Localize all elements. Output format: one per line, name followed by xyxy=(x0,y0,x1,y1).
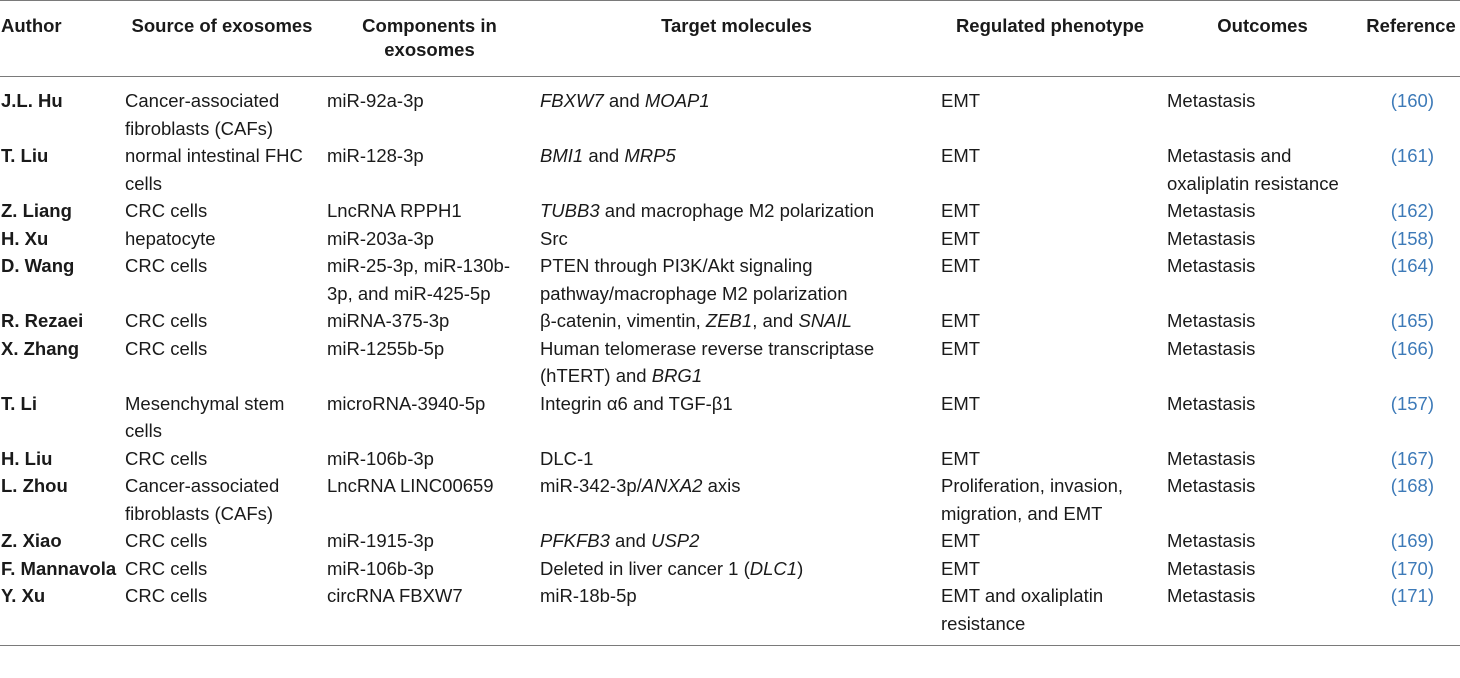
cell-phenotype: Proliferation, invasion, migration, and EMT xyxy=(941,475,1124,524)
cell-reference[interactable]: (167) xyxy=(1390,447,1434,469)
cell-phenotype: EMT xyxy=(941,447,981,469)
cell-target xyxy=(536,252,937,307)
table-row xyxy=(0,252,1460,307)
cell-components: miR-106b-3p xyxy=(327,557,434,579)
table-row xyxy=(0,582,1460,646)
target-segment: Human telomerase reverse transcriptase (hTERT) and xyxy=(540,337,875,386)
cell-outcomes: Metastasis xyxy=(1167,557,1256,579)
cell-target xyxy=(536,307,937,335)
target-segment: ) xyxy=(797,557,804,579)
cell-components: miR-92a-3p xyxy=(327,90,424,111)
table-row xyxy=(0,77,1460,143)
cell-source: CRC cells xyxy=(125,337,208,359)
cell-source: CRC cells xyxy=(125,310,208,331)
target-segment: TUBB3 xyxy=(540,200,600,221)
cell-author: T. Li xyxy=(1,392,37,414)
header-target: Target molecules xyxy=(661,15,812,36)
target-segment: and xyxy=(583,145,625,166)
header-row xyxy=(0,1,1460,77)
table-row xyxy=(0,225,1460,253)
cell-reference[interactable]: (166) xyxy=(1390,337,1434,359)
cell-source: CRC cells xyxy=(125,200,208,221)
cell-phenotype: EMT xyxy=(941,200,981,221)
target-segment: Integrin α6 and TGF-β1 xyxy=(540,392,733,414)
cell-outcomes: Metastasis xyxy=(1167,255,1256,276)
cell-outcomes: Metastasis xyxy=(1167,90,1256,111)
cell-author: X. Zhang xyxy=(1,337,80,359)
cell-source: Cancer-associated fibroblasts (CAFs) xyxy=(125,475,280,524)
cell-target xyxy=(536,225,937,253)
target-segment: axis xyxy=(702,475,741,496)
cell-source: CRC cells xyxy=(125,585,208,606)
header-phenotype: Regulated phenotype xyxy=(955,15,1145,36)
target-segment: and xyxy=(603,90,645,111)
cell-target xyxy=(536,77,937,143)
cell-components: circRNA FBXW7 xyxy=(327,585,463,606)
cell-target xyxy=(536,582,937,646)
target-segment: miR-18b-5p xyxy=(540,585,637,606)
cell-components: miR-106b-3p xyxy=(327,447,434,469)
target-segment: ZEB1 xyxy=(705,310,753,331)
target-segment: and macrophage M2 polarization xyxy=(599,200,875,221)
target-segment: MOAP1 xyxy=(644,90,710,111)
cell-reference[interactable]: (158) xyxy=(1390,227,1434,249)
table-row xyxy=(0,335,1460,390)
cell-components: miRNA-375-3p xyxy=(327,310,450,331)
cell-target xyxy=(536,390,937,445)
cell-components: miR-128-3p xyxy=(327,145,424,166)
cell-phenotype: EMT xyxy=(941,392,981,414)
target-segment: SNAIL xyxy=(798,310,852,331)
target-segment: BRG1 xyxy=(651,365,703,386)
cell-outcomes: Metastasis xyxy=(1167,310,1256,331)
table-header xyxy=(0,1,1460,77)
target-segment: PTEN through PI3K/Akt signaling pathway/macrophage M2 polarization xyxy=(540,255,848,304)
target-segment: Src xyxy=(540,227,568,249)
table-row xyxy=(0,472,1460,527)
cell-target xyxy=(536,555,937,583)
header-outcomes: Outcomes xyxy=(1217,15,1308,36)
cell-source: Cancer-associated fibroblasts (CAFs) xyxy=(125,90,280,139)
cell-phenotype: EMT xyxy=(941,145,981,166)
cell-author: L. Zhou xyxy=(1,475,68,496)
header-components: Components in exosomes xyxy=(362,15,497,60)
cell-components: miR-25-3p, miR-130b-3p, and miR-425-5p xyxy=(327,255,510,304)
cell-target xyxy=(536,197,937,225)
cell-reference[interactable]: (164) xyxy=(1390,255,1434,276)
cell-reference[interactable]: (171) xyxy=(1390,585,1434,606)
cell-reference[interactable]: (165) xyxy=(1390,310,1434,331)
target-segment: miR-342-3p/ xyxy=(540,475,642,496)
header-source: Source of exosomes xyxy=(131,15,313,36)
table-row xyxy=(0,390,1460,445)
table-row xyxy=(0,142,1460,197)
cell-author: J.L. Hu xyxy=(1,90,63,111)
target-segment: FBXW7 xyxy=(540,90,604,111)
cell-phenotype: EMT xyxy=(941,557,981,579)
table-row xyxy=(0,527,1460,555)
cell-author: T. Liu xyxy=(1,145,49,166)
cell-source: CRC cells xyxy=(125,530,208,551)
cell-target xyxy=(536,445,937,473)
cell-components: miR-203a-3p xyxy=(327,227,434,249)
cell-author: Y. Xu xyxy=(1,585,46,606)
cell-outcomes: Metastasis xyxy=(1167,585,1256,606)
target-segment: , and xyxy=(752,310,799,331)
cell-components: miR-1915-3p xyxy=(327,530,434,551)
cell-source: normal intestinal FHC cells xyxy=(125,145,303,194)
cell-author: R. Rezaei xyxy=(1,310,84,331)
cell-reference[interactable]: (168) xyxy=(1390,475,1434,496)
target-segment: ANXA2 xyxy=(641,475,703,496)
cell-phenotype: EMT xyxy=(941,227,981,249)
target-segment: MRP5 xyxy=(624,145,676,166)
cell-phenotype: EMT and oxaliplatin resistance xyxy=(941,585,1104,634)
table-row xyxy=(0,445,1460,473)
cell-reference[interactable]: (157) xyxy=(1390,392,1434,414)
cell-source: CRC cells xyxy=(125,255,208,276)
table-body xyxy=(0,77,1460,646)
cell-author: H. Xu xyxy=(1,227,49,249)
cell-components: LncRNA RPPH1 xyxy=(327,200,462,221)
cell-target xyxy=(536,335,937,390)
cell-components: miR-1255b-5p xyxy=(327,337,445,359)
cell-source: CRC cells xyxy=(125,447,208,469)
cell-source: Mesenchymal stem cells xyxy=(125,392,285,441)
cell-phenotype: EMT xyxy=(941,337,981,359)
target-segment: β-catenin, vimentin, xyxy=(540,310,706,331)
target-segment: DLC-1 xyxy=(540,447,594,469)
cell-outcomes: Metastasis xyxy=(1167,475,1256,496)
cell-target xyxy=(536,527,937,555)
target-segment: BMI1 xyxy=(540,145,584,166)
cell-author: Z. Xiao xyxy=(1,530,62,551)
target-segment: Deleted in liver cancer 1 ( xyxy=(540,557,750,579)
cell-author: F. Mannavola xyxy=(1,557,117,579)
table-row xyxy=(0,555,1460,583)
table-row xyxy=(0,307,1460,335)
cell-outcomes: Metastasis xyxy=(1167,200,1256,221)
header-reference: Reference xyxy=(1366,15,1456,36)
cell-outcomes: Metastasis xyxy=(1167,530,1256,551)
cell-source: hepatocyte xyxy=(125,227,216,249)
cell-outcomes: Metastasis and oxaliplatin resistance xyxy=(1167,145,1339,194)
cell-phenotype: EMT xyxy=(941,310,981,331)
cell-phenotype: EMT xyxy=(941,90,981,111)
cell-author: Z. Liang xyxy=(1,200,72,221)
cell-outcomes: Metastasis xyxy=(1167,227,1256,249)
cell-components: LncRNA LINC00659 xyxy=(327,475,494,496)
cell-source: CRC cells xyxy=(125,557,208,579)
target-segment: USP2 xyxy=(651,530,700,551)
target-segment: PFKFB3 xyxy=(540,530,610,551)
cell-target xyxy=(536,142,937,197)
cell-reference[interactable]: (170) xyxy=(1390,557,1434,579)
cell-phenotype: EMT xyxy=(941,530,981,551)
cell-reference[interactable]: (161) xyxy=(1390,145,1434,166)
cell-author: D. Wang xyxy=(1,255,75,276)
cell-outcomes: Metastasis xyxy=(1167,392,1256,414)
cell-reference[interactable]: (162) xyxy=(1390,200,1434,221)
target-segment: DLC1 xyxy=(749,557,798,579)
table-row xyxy=(0,197,1460,225)
cell-author: H. Liu xyxy=(1,447,53,469)
cell-outcomes: Metastasis xyxy=(1167,447,1256,469)
cell-phenotype: EMT xyxy=(941,255,981,276)
cell-outcomes: Metastasis xyxy=(1167,337,1256,359)
target-segment: and xyxy=(609,530,652,551)
cell-components: microRNA-3940-5p xyxy=(327,392,486,414)
header-author: Author xyxy=(1,15,62,36)
cell-target xyxy=(536,472,937,527)
cell-reference[interactable]: (160) xyxy=(1390,90,1434,111)
cell-reference[interactable]: (169) xyxy=(1390,530,1434,551)
